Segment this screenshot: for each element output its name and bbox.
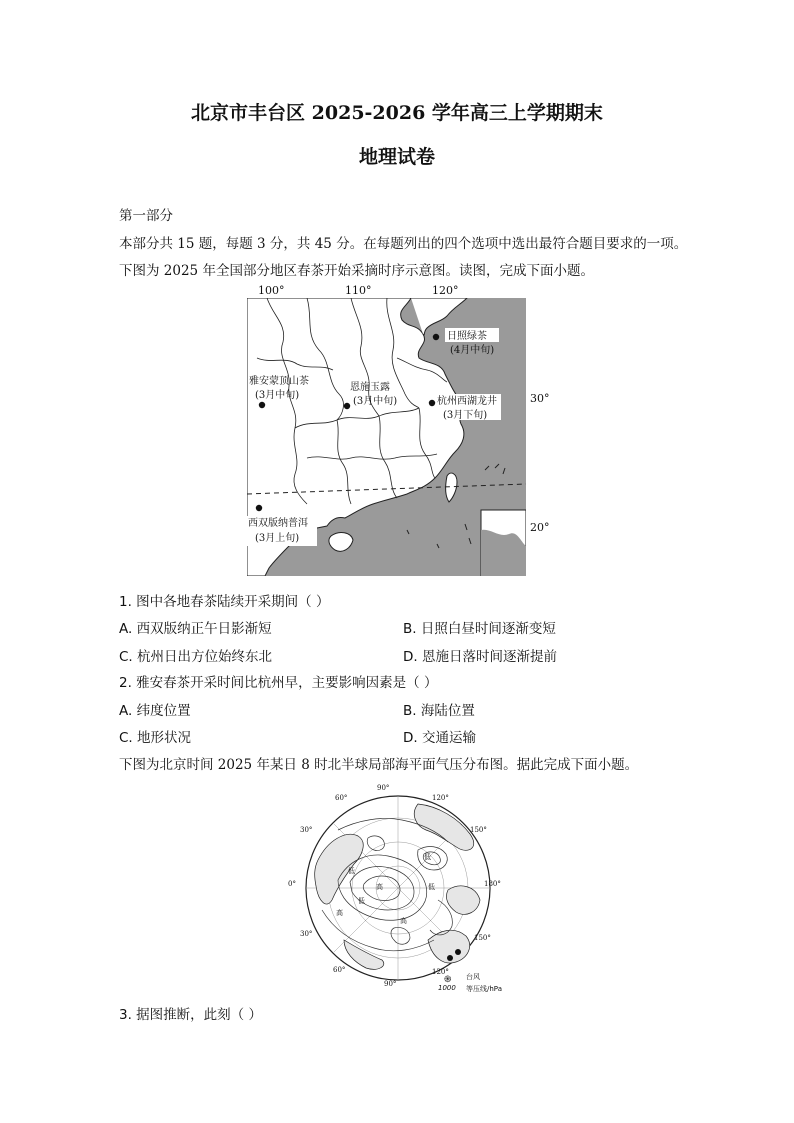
- question-2-option-c[interactable]: C. 地形状况: [119, 730, 192, 746]
- lat-label-20: 20°: [530, 521, 550, 534]
- lon-label-100: 100°: [258, 284, 285, 297]
- instructions: 本部分共 15 题，每题 3 分，共 45 分。在每题列出的四个选项中选出最符合题目要求的一项。: [119, 236, 688, 252]
- map2-lon-label: 120°: [432, 794, 449, 802]
- map2-lon-label: 90°: [384, 980, 397, 988]
- place-name: 日照绿茶: [447, 331, 487, 342]
- question-2-option-d[interactable]: D. 交通运输: [403, 730, 476, 746]
- place-time: (3月中旬): [353, 396, 398, 407]
- legend-typhoon: 台风: [466, 973, 480, 981]
- map2-lon-label: 30°: [300, 826, 313, 834]
- question-1-option-a[interactable]: A. 西双版纳正午日影渐短: [119, 621, 272, 637]
- question-2-option-a[interactable]: A. 纬度位置: [119, 703, 191, 719]
- place-name: 西双版纳普洱: [248, 518, 308, 529]
- map2-intro: 下图为北京时间 2025 年某日 8 时北半球局部海平面气压分布图。据此完成下面小题。: [119, 757, 639, 773]
- tea-picking-map: [247, 298, 526, 576]
- pressure-center-label: 低: [424, 853, 431, 861]
- place-time: (4月中旬): [450, 345, 495, 356]
- question-2-option-b[interactable]: B. 海陆位置: [403, 703, 475, 719]
- legend-isobar: 等压线/hPa: [466, 985, 502, 993]
- place-time: (3月中旬): [255, 390, 300, 401]
- map2-lon-label: 60°: [333, 966, 346, 974]
- map2-lon-label: 0°: [288, 880, 296, 888]
- question-1-option-d[interactable]: D. 恩施日落时间逐渐提前: [403, 649, 557, 665]
- question-1-stem: 1. 图中各地春茶陆续开采期间（ ）: [119, 594, 330, 610]
- map2-lon-label: 30°: [300, 930, 313, 938]
- lon-label-110: 110°: [345, 284, 372, 297]
- pressure-map: [298, 790, 508, 992]
- page-subtitle: 地理试卷: [358, 146, 435, 168]
- legend-isobar-value: 1000: [438, 984, 456, 992]
- part-heading: 第一部分: [119, 208, 173, 224]
- map2-lon-label: 150°: [474, 934, 491, 942]
- page-title: 北京市丰台区 2025-2026 学年高三上学期期末: [191, 102, 603, 124]
- place-time: (3月下旬): [443, 410, 488, 421]
- map2-lon-label: 180°: [484, 880, 501, 888]
- lat-label-30: 30°: [530, 392, 550, 405]
- place-name: 恩施玉露: [350, 382, 390, 393]
- question-3-stem: 3. 据图推断，此刻（ ）: [119, 1007, 262, 1023]
- typhoon-icon: ֍: [444, 975, 452, 985]
- question-2-stem: 2. 雅安春茶开采时间比杭州早，主要影响因素是（ ）: [119, 675, 438, 691]
- map2-lon-label: 60°: [335, 794, 348, 802]
- question-1-option-c[interactable]: C. 杭州日出方位始终东北: [119, 649, 273, 665]
- question-1-option-b[interactable]: B. 日照白昼时间逐渐变短: [403, 621, 556, 637]
- place-time: (3月上旬): [255, 533, 300, 544]
- pressure-center-label: 高: [400, 917, 407, 925]
- pressure-center-label: 低: [348, 867, 355, 875]
- pressure-center-label: 低: [428, 883, 435, 891]
- pressure-center-label: 高: [336, 909, 343, 917]
- lon-label-120: 120°: [432, 284, 459, 297]
- place-name: 雅安蒙顶山茶: [249, 376, 309, 387]
- place-hangzhou: [429, 394, 501, 421]
- map2-legend: [438, 970, 518, 996]
- lon-label: [267, 298, 291, 299]
- pressure-center-label: 低: [358, 897, 365, 905]
- map2-lon-label: 150°: [470, 826, 487, 834]
- pressure-center-label: 高: [376, 883, 383, 891]
- map1-intro: 下图为 2025 年全国部分地区春茶开始采摘时序示意图。读图，完成下面小题。: [119, 263, 594, 279]
- map2-lon-label: 90°: [377, 784, 390, 792]
- map2-lon-label: 120°: [432, 968, 449, 976]
- place-name: 杭州西湖龙井: [437, 396, 497, 407]
